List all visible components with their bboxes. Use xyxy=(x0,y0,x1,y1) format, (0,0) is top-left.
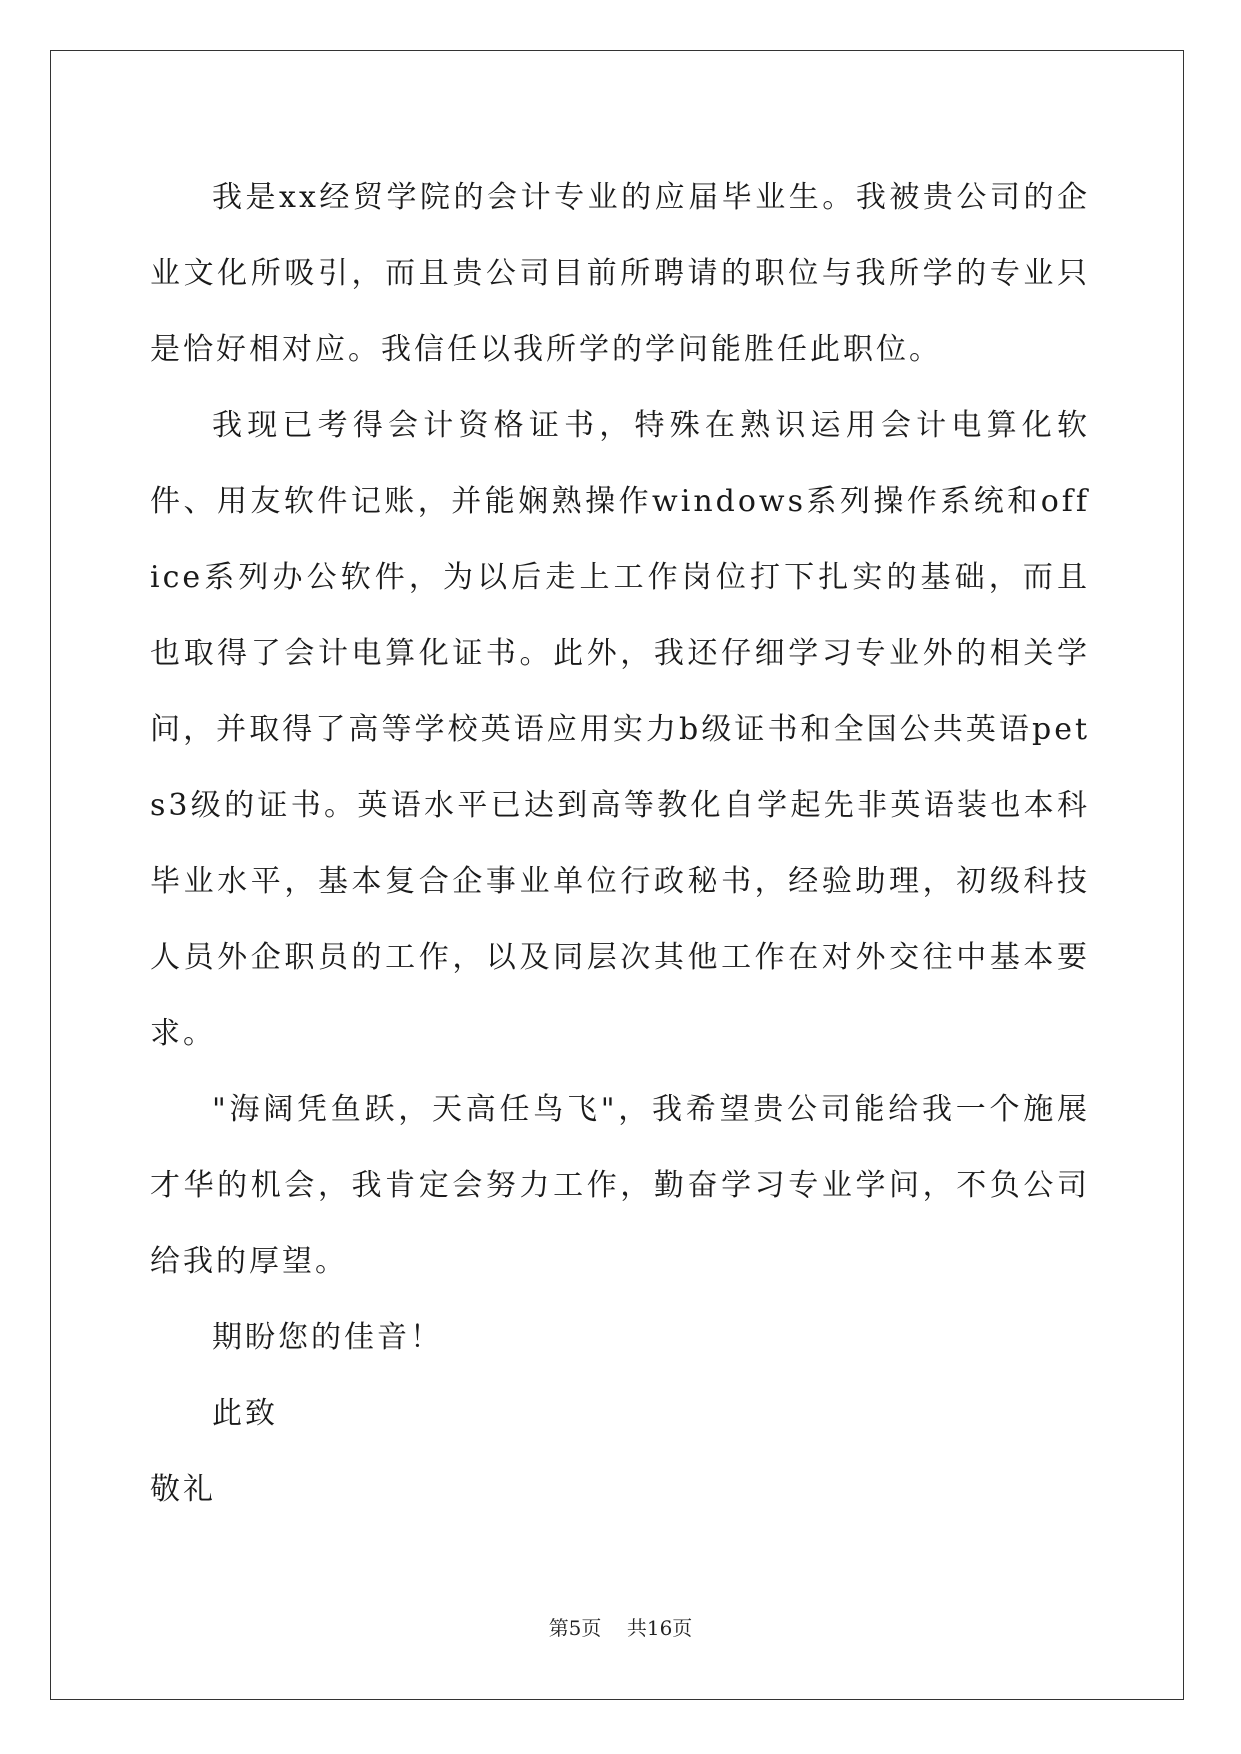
letter-body xyxy=(150,160,1090,1528)
page-number: 第5页 xyxy=(548,1616,602,1640)
paragraph-aspiration: "海阔凭鱼跃，天高任鸟飞"，我希望贵公司能给我一个施展才华的机会，我肯定会努力工作，勤奋学习专业学问，不负公司给我的厚望。 xyxy=(150,1092,1090,1279)
paragraph-intro: 我是xx经贸学院的会计专业的应届毕业生。我被贵公司的企业文化所吸引，而且贵公司目前所聘请的职位与我所学的专业只是恰好相对应。我信任以我所学的学问能胜任此职位。 xyxy=(150,180,1090,367)
page-total: 共16页 xyxy=(626,1616,693,1640)
closing-salute: 敬礼 xyxy=(150,1472,216,1507)
page-footer xyxy=(0,1612,1241,1641)
paragraph-regards-opening: 此致 xyxy=(212,1396,278,1431)
paragraph-qualifications: 我现已考得会计资格证书，特殊在熟识运用会计电算化软件、用友软件记账，并能娴熟操作windows系列操作系统和office系列办公软件，为以后走上工作岗位打下扎实的基础，而且也取得了会计电算化证书。此外，我还仔细学习专业外的相关学问，并取得了高等学校英语应用实力b级证书和全国公共英语pets3级的证书。英语水平已达到高等教化自学起先非英语装也本科毕业水平，基本复合企事业单位行政秘书，经验助理，初级科技人员外企职员的工作，以及同层次其他工作在对外交往中基本要求。 xyxy=(150,408,1090,1051)
paragraph-looking-forward: 期盼您的佳音！ xyxy=(212,1320,443,1355)
